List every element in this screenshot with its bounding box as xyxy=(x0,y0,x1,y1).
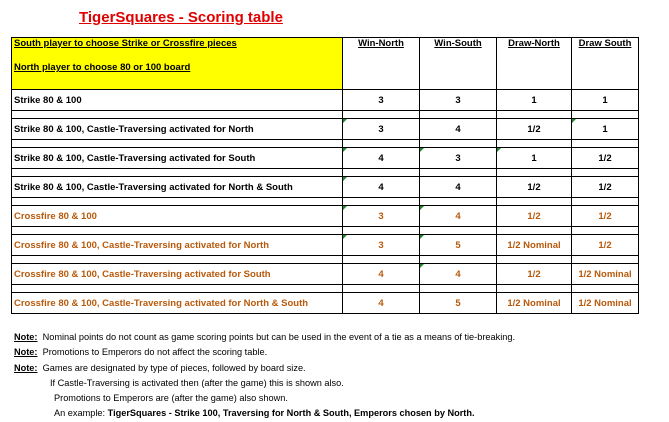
cell-win-south: 3 xyxy=(420,90,497,111)
cell-draw-north: 1/2 xyxy=(497,177,572,198)
notes-section xyxy=(14,330,515,422)
row-label: Strike 80 & 100, Castle-Traversing activated for North xyxy=(12,119,343,140)
cell-win-north: 4 xyxy=(343,264,420,285)
column-header-win-north: Win-North xyxy=(343,38,420,90)
header-instructions-cell xyxy=(12,38,343,90)
table-row xyxy=(12,206,639,227)
note-example xyxy=(14,406,515,421)
table-row xyxy=(12,90,639,111)
cell-win-south: 3 xyxy=(420,148,497,169)
row-spacer xyxy=(12,198,639,206)
cell-draw-south: 1 xyxy=(572,119,639,140)
note-line-5: Promotions to Emperors are (after the game) also shown. xyxy=(54,393,288,404)
row-label: Crossfire 80 & 100, Castle-Traversing activated for South xyxy=(12,264,343,285)
cell-draw-south: 1 xyxy=(572,90,639,111)
cell-draw-south: 1/2 xyxy=(572,206,639,227)
cell-win-south: 4 xyxy=(420,119,497,140)
table-row xyxy=(12,177,639,198)
table-row xyxy=(12,148,639,169)
row-spacer xyxy=(12,169,639,177)
cell-win-north: 4 xyxy=(343,148,420,169)
cell-draw-north: 1/2 Nominal xyxy=(497,293,572,314)
table-header-row xyxy=(12,38,639,90)
note-label: Note: xyxy=(14,332,38,342)
note-3-text: Games are designated by type of pieces, followed by board size. xyxy=(42,362,306,373)
page-title: TigerSquares - Scoring table xyxy=(79,9,283,26)
cell-win-south: 4 xyxy=(420,206,497,227)
cell-win-south: 5 xyxy=(420,293,497,314)
cell-draw-north: 1/2 xyxy=(497,206,572,227)
cell-win-south: 4 xyxy=(420,177,497,198)
cell-win-north: 4 xyxy=(343,293,420,314)
header-line-2: North player to choose 80 or 100 board xyxy=(14,62,191,73)
row-spacer xyxy=(12,111,639,119)
note-1 xyxy=(14,330,515,345)
table-row xyxy=(12,264,639,285)
note-2-text: Promotions to Emperors do not affect the scoring table. xyxy=(42,347,268,358)
cell-draw-north: 1 xyxy=(497,148,572,169)
example-text: TigerSquares - Strike 100, Traversing for North & South, Emperors chosen by North. xyxy=(107,408,475,419)
column-header-draw-south: Draw South xyxy=(572,38,639,90)
row-label: Strike 80 & 100, Castle-Traversing activated for North & South xyxy=(12,177,343,198)
table-row xyxy=(12,119,639,140)
note-2 xyxy=(14,345,515,360)
cell-draw-north: 1 xyxy=(497,90,572,111)
cell-draw-south: 1/2 xyxy=(572,177,639,198)
row-spacer xyxy=(12,227,639,235)
header-line-1: South player to choose Strike or Crossfire pieces xyxy=(14,38,237,49)
row-spacer xyxy=(12,285,639,293)
row-label: Strike 80 & 100 xyxy=(12,90,343,111)
note-3 xyxy=(14,361,515,376)
cell-draw-south: 1/2 Nominal xyxy=(572,293,639,314)
table-row xyxy=(12,293,639,314)
note-1-text: Nominal points do not count as game scoring points but can be used in the event of a tie as a means of tie-breaking. xyxy=(42,332,516,342)
example-prefix: An example: xyxy=(54,408,108,419)
cell-draw-north: 1/2 xyxy=(497,264,572,285)
cell-draw-south: 1/2 Nominal xyxy=(572,264,639,285)
note-label: Note: xyxy=(14,362,38,373)
scoring-table xyxy=(11,37,639,314)
note-line-4: If Castle-Traversing is activated then (after the game) this is shown also. xyxy=(50,377,344,388)
cell-win-north: 4 xyxy=(343,177,420,198)
cell-draw-north: 1/2 Nominal xyxy=(497,235,572,256)
row-label: Crossfire 80 & 100 xyxy=(12,206,343,227)
cell-win-north: 3 xyxy=(343,206,420,227)
table-row xyxy=(12,235,639,256)
row-label: Crossfire 80 & 100, Castle-Traversing activated for North xyxy=(12,235,343,256)
cell-draw-south: 1/2 xyxy=(572,148,639,169)
row-label: Crossfire 80 & 100, Castle-Traversing activated for North & South xyxy=(12,293,343,314)
cell-win-south: 4 xyxy=(420,264,497,285)
column-header-draw-north: Draw-North xyxy=(497,38,572,90)
note-label: Note: xyxy=(14,347,38,358)
row-label: Strike 80 & 100, Castle-Traversing activated for South xyxy=(12,148,343,169)
cell-win-north: 3 xyxy=(343,235,420,256)
cell-draw-north: 1/2 xyxy=(497,119,572,140)
cell-win-south: 5 xyxy=(420,235,497,256)
row-spacer xyxy=(12,140,639,148)
cell-win-north: 3 xyxy=(343,90,420,111)
column-header-win-south: Win-South xyxy=(420,38,497,90)
cell-draw-south: 1/2 xyxy=(572,235,639,256)
row-spacer xyxy=(12,256,639,264)
cell-win-north: 3 xyxy=(343,119,420,140)
